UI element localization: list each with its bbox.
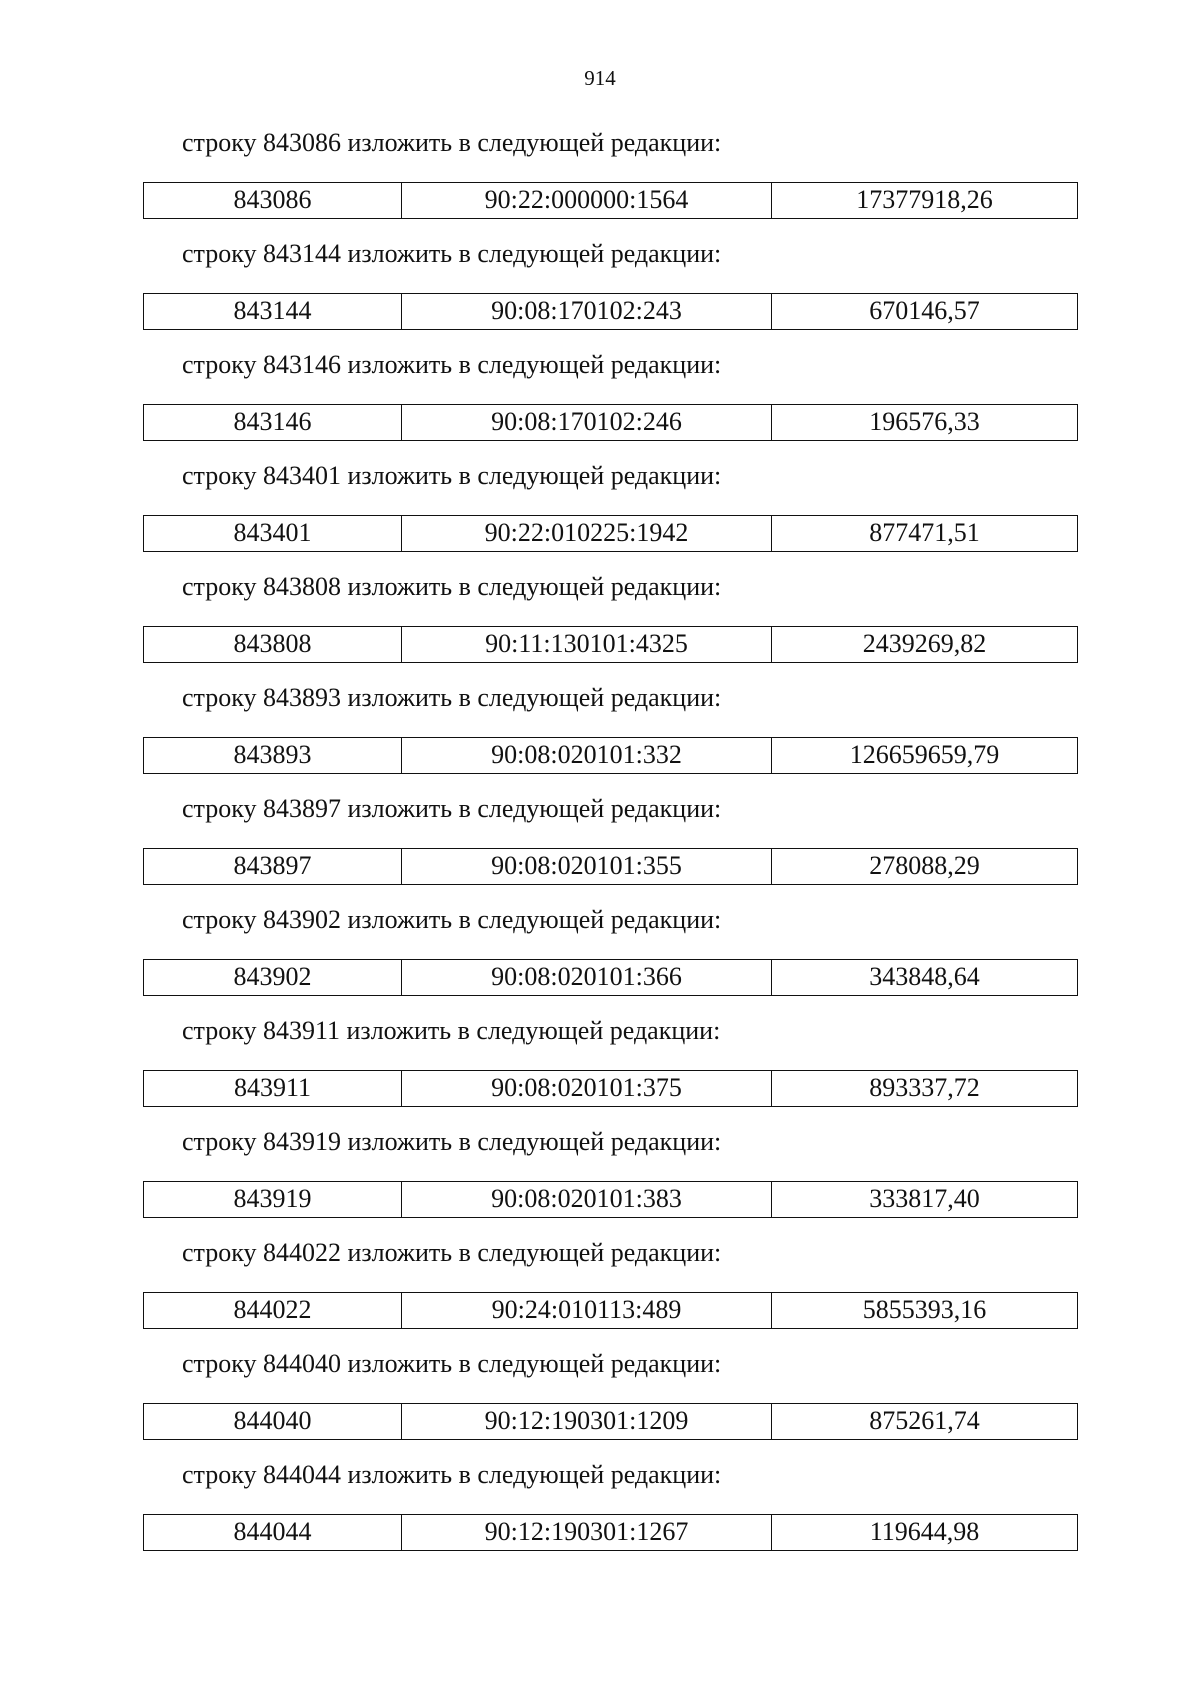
amendment-instruction: строку 843146 изложить в следующей редакции: xyxy=(182,350,722,379)
table-row xyxy=(143,404,1078,441)
amendment-instruction: строку 843086 изложить в следующей редакции: xyxy=(182,128,722,157)
cadastral-number-cell: 90:12:190301:1209 xyxy=(402,1404,772,1439)
amendment-instruction: строку 844044 изложить в следующей редакции: xyxy=(182,1460,722,1489)
value-cell: 126659659,79 xyxy=(849,740,1000,769)
amendment-entry xyxy=(0,1014,1200,1125)
value-cell: 278088,29 xyxy=(869,851,980,880)
row-number-cell: 844040 xyxy=(144,1404,402,1439)
amendment-entry xyxy=(0,1125,1200,1236)
amendment-instruction: строку 843919 изложить в следующей редакции: xyxy=(182,1127,722,1156)
row-number-cell: 843902 xyxy=(144,960,402,995)
table-row xyxy=(143,848,1078,885)
amendment-instruction: строку 843893 изложить в следующей редакции: xyxy=(182,683,722,712)
table-row xyxy=(143,1070,1078,1107)
amendment-instruction: строку 843902 изложить в следующей редакции: xyxy=(182,905,722,934)
amendment-entry xyxy=(0,1236,1200,1347)
cadastral-number-cell: 90:08:170102:243 xyxy=(402,294,772,329)
table-row xyxy=(143,1292,1078,1329)
value-cell: 2439269,82 xyxy=(862,629,987,658)
cadastral-number-cell: 90:08:020101:375 xyxy=(402,1071,772,1106)
cadastral-number-cell: 90:08:170102:246 xyxy=(402,405,772,440)
amendment-instruction: строку 843897 изложить в следующей редакции: xyxy=(182,794,722,823)
value-cell: 343848,64 xyxy=(869,962,980,991)
cadastral-number-cell: 90:08:020101:355 xyxy=(402,849,772,884)
row-number-cell: 843401 xyxy=(144,516,402,551)
amendment-entry xyxy=(0,570,1200,681)
table-row xyxy=(143,959,1078,996)
amendment-entry xyxy=(0,681,1200,792)
cadastral-number-cell: 90:08:020101:332 xyxy=(402,738,772,773)
amendment-entry xyxy=(0,348,1200,459)
value-cell: 196576,33 xyxy=(869,407,980,436)
amendment-instruction: строку 843144 изложить в следующей редакции: xyxy=(182,239,722,268)
table-row xyxy=(143,1514,1078,1551)
amendment-instruction: строку 844040 изложить в следующей редакции: xyxy=(182,1349,722,1378)
row-number-cell: 843893 xyxy=(144,738,402,773)
value-cell: 5855393,16 xyxy=(862,1295,987,1324)
row-number-cell: 843808 xyxy=(144,627,402,662)
table-row xyxy=(143,182,1078,219)
row-number-cell: 843086 xyxy=(144,183,402,218)
amendment-instruction: строку 843808 изложить в следующей редакции: xyxy=(182,572,722,601)
value-cell: 670146,57 xyxy=(869,296,980,325)
value-cell: 877471,51 xyxy=(869,518,980,547)
row-number-cell: 844022 xyxy=(144,1293,402,1328)
cadastral-number-cell: 90:11:130101:4325 xyxy=(402,627,772,662)
amendment-entry xyxy=(0,459,1200,570)
value-cell: 333817,40 xyxy=(869,1184,980,1213)
cadastral-number-cell: 90:22:010225:1942 xyxy=(402,516,772,551)
table-row xyxy=(143,1181,1078,1218)
value-cell: 875261,74 xyxy=(869,1406,980,1435)
row-number-cell: 844044 xyxy=(144,1515,402,1550)
table-row xyxy=(143,293,1078,330)
row-number-cell: 843911 xyxy=(144,1071,402,1106)
cadastral-number-cell: 90:08:020101:366 xyxy=(402,960,772,995)
amendment-entry xyxy=(0,792,1200,903)
row-number-cell: 843919 xyxy=(144,1182,402,1217)
value-cell: 119644,98 xyxy=(869,1517,980,1546)
amendment-entry xyxy=(0,1458,1200,1569)
page-number: 914 xyxy=(584,66,616,90)
cadastral-number-cell: 90:24:010113:489 xyxy=(402,1293,772,1328)
amendment-entry xyxy=(0,126,1200,237)
value-cell: 17377918,26 xyxy=(856,185,993,214)
amendment-entry xyxy=(0,1347,1200,1458)
amendment-entry xyxy=(0,903,1200,1014)
row-number-cell: 843144 xyxy=(144,294,402,329)
table-row xyxy=(143,1403,1078,1440)
table-row xyxy=(143,737,1078,774)
cadastral-number-cell: 90:12:190301:1267 xyxy=(402,1515,772,1550)
table-row xyxy=(143,515,1078,552)
amendment-instruction: строку 844022 изложить в следующей редакции: xyxy=(182,1238,722,1267)
row-number-cell: 843146 xyxy=(144,405,402,440)
row-number-cell: 843897 xyxy=(144,849,402,884)
amendment-entry xyxy=(0,237,1200,348)
table-row xyxy=(143,626,1078,663)
value-cell: 893337,72 xyxy=(869,1073,980,1102)
amendment-instruction: строку 843911 изложить в следующей редакции: xyxy=(182,1016,721,1045)
cadastral-number-cell: 90:22:000000:1564 xyxy=(402,183,772,218)
amendment-instruction: строку 843401 изложить в следующей редакции: xyxy=(182,461,722,490)
cadastral-number-cell: 90:08:020101:383 xyxy=(402,1182,772,1217)
amendment-list xyxy=(0,126,1200,1569)
